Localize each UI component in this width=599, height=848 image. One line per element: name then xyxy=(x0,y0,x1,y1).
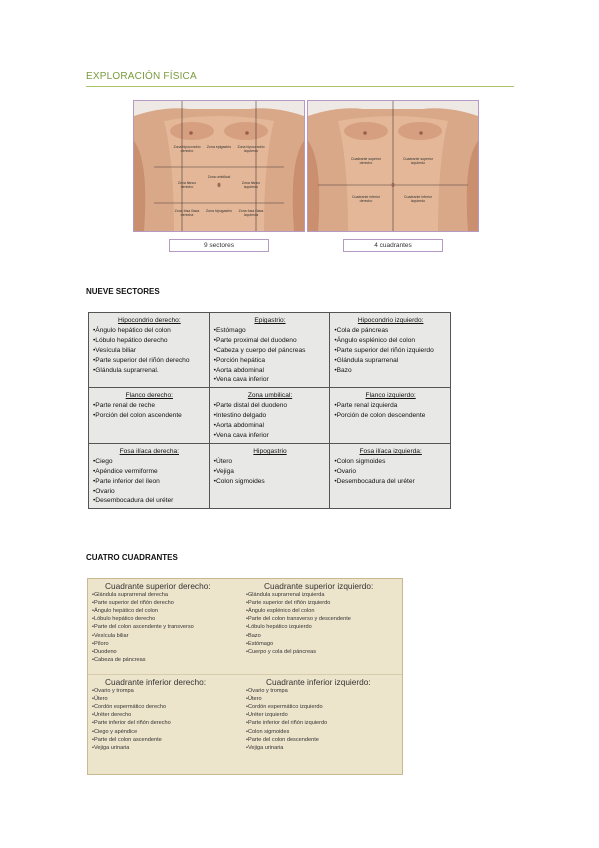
quadrant-item: •Ovario y trompa xyxy=(92,688,134,695)
quadrant-item: •Duodeno xyxy=(92,648,117,655)
quadrant-item: •Uréter izquierdo xyxy=(246,712,288,719)
quadrant-item: •Estómago xyxy=(246,640,274,647)
quadrant-item: •Parte superior del riñón izquierdo xyxy=(246,600,331,607)
sector-label: Zona umbilical xyxy=(207,175,231,179)
sector-item: •Glándula suprarrenal xyxy=(334,356,399,364)
quadrant-lower-left xyxy=(246,678,396,752)
quadrant-divider xyxy=(88,674,402,675)
four-quadrants-figure xyxy=(307,100,481,254)
sector-item: •Ciego xyxy=(93,457,113,465)
quadrant-item: •Cordón espermático derecho xyxy=(92,704,167,711)
sector-label: Zona hipocondrio izquierdo xyxy=(237,145,265,153)
sector-cell xyxy=(89,443,210,508)
quadrant-item: •Colon sigmoides xyxy=(246,728,290,735)
sector-item: •Porción hepática xyxy=(213,356,266,364)
nine-sectors-heading: NUEVE SECTORES xyxy=(86,287,160,296)
quadrant-item: •Parte del colon descendente xyxy=(246,736,319,743)
sectors-row xyxy=(89,388,451,444)
quadrant-items xyxy=(92,591,242,664)
sector-cell xyxy=(330,388,451,444)
sector-cell xyxy=(330,313,451,388)
sector-item: •Desembocadura del uréter xyxy=(93,497,174,505)
sector-item: •Aorta abdominal xyxy=(213,422,264,430)
sector-item: •Porción de colon descendente xyxy=(334,412,426,420)
sector-item: •Vesícula biliar xyxy=(93,346,136,354)
four-quadrants-box xyxy=(87,578,403,775)
sector-item: •Cola de páncreas xyxy=(334,326,389,334)
sectors-row xyxy=(89,443,451,508)
quadrant-item: •Glándula suprarrenal izquierda xyxy=(246,592,325,599)
sector-title: Fosa ilíaca izquierda: xyxy=(359,447,422,455)
sector-title: Flanco izquierdo: xyxy=(365,392,416,400)
quadrant-upper-left xyxy=(246,582,396,656)
quadrant-label: Cuadrante inferior izquierdo xyxy=(403,195,432,203)
quadrant-item: •Vejiga urinaria xyxy=(92,744,130,751)
sector-item: •Ángulo esplénico del colon xyxy=(334,336,416,344)
quadrant-title: Cuadrante inferior derecho: xyxy=(105,677,207,687)
sector-item: •Desembocadura del uréter xyxy=(334,477,415,485)
quadrant-item: •Uréter derecho xyxy=(92,712,132,719)
quadrant-item: •Ciego y apéndice xyxy=(92,728,138,735)
nine-sectors-caption: 9 sectores xyxy=(169,239,269,252)
title-divider xyxy=(86,86,514,87)
quadrant-item: •Ángulo hepático del colon xyxy=(92,608,159,615)
quadrant-items xyxy=(92,687,242,752)
sector-item: •Porción del colon ascendente xyxy=(93,412,182,420)
sector-item: •Glándula suprarrenal. xyxy=(93,366,159,374)
quadrant-item: •Lóbulo hepático izquierdo xyxy=(246,624,312,631)
quadrant-item: •Lóbulo hepático derecho xyxy=(92,616,156,623)
sector-item: •Lóbulo hepático derecho xyxy=(93,336,168,344)
sectors-row xyxy=(89,313,451,388)
quadrant-label: Cuadrante superior izquierdo xyxy=(403,157,433,165)
sector-title: Flanco derecho: xyxy=(125,392,173,400)
quadrant-item: •Parte superior del riñón derecho xyxy=(92,600,174,607)
sector-title: Zona umbilical: xyxy=(247,392,293,400)
quadrant-item: •Útero xyxy=(92,696,108,703)
quadrant-upper-right xyxy=(92,582,242,664)
sector-label: Zona hipogastrio xyxy=(205,209,233,213)
sector-item: •Estómago xyxy=(213,326,246,334)
sector-item: •Colon sigmoides xyxy=(213,477,265,485)
quadrant-item: •Vesícula biliar xyxy=(92,632,129,639)
sector-label: Zona fosa ilíaca derecha xyxy=(174,209,200,217)
sector-item: •Vena cava inferior xyxy=(213,376,269,384)
quadrant-item: •Útero xyxy=(246,696,262,703)
sector-title: Fosa ilíaca derecha: xyxy=(119,447,180,455)
sector-item: •Parte renal izquierda xyxy=(334,402,398,410)
four-quadrants-heading: CUATRO CUADRANTES xyxy=(86,553,178,562)
sector-item: •Intestino delgado xyxy=(213,412,267,420)
sector-item: •Cabeza y cuerpo del páncreas xyxy=(213,346,306,354)
sector-title: Hipocondrio izquierdo: xyxy=(357,317,424,324)
sector-label: Zona fosa ilíaca izquierda xyxy=(238,209,264,217)
quadrant-item: •Parte del colon transverso y descendente xyxy=(246,616,351,623)
sector-item: •Vejiga xyxy=(213,467,234,475)
quadrant-item: •Bazo xyxy=(246,632,261,639)
quadrant-item: •Parte inferior del riñón derecho xyxy=(92,720,171,727)
quadrant-title: Cuadrante superior derecho: xyxy=(105,581,211,591)
nine-sectors-table xyxy=(88,312,451,509)
quadrant-lower-right xyxy=(92,678,242,752)
sector-item: •Aorta abdominal xyxy=(213,366,264,374)
quadrant-item: •Parte del colon ascendente y transverso xyxy=(92,624,194,631)
sector-title: Epigastrio: xyxy=(254,317,286,324)
quadrant-item: •Cordón espermático izquierdo xyxy=(246,704,323,711)
sector-cell xyxy=(330,443,451,508)
quadrant-items xyxy=(246,687,396,752)
quadrant-label: Cuadrante superior derecho xyxy=(351,157,381,165)
torso-image-four-quadrants xyxy=(307,100,479,232)
sector-label: Zona epigastrio xyxy=(206,145,232,149)
quadrant-item: •Ovario y trompa xyxy=(246,688,288,695)
sector-cell xyxy=(209,443,330,508)
quadrant-item: •Glándula suprarrenal derecha xyxy=(92,592,168,599)
sector-item: •Colon sigmoides xyxy=(334,457,386,465)
sector-label: Zona flanco izquierdo xyxy=(241,181,261,189)
sector-item: •Parte renal de reche xyxy=(93,402,156,410)
quadrant-item: •Parte inferior del riñón izquierdo xyxy=(246,720,328,727)
four-quadrants-caption: 4 cuadrantes xyxy=(343,239,443,252)
quadrant-title: Cuadrante inferior izquierdo: xyxy=(266,677,371,687)
sector-cell xyxy=(209,313,330,388)
sector-title: Hipocondrio derecho: xyxy=(117,317,181,324)
sector-item: •Parte superior del riñón derecho xyxy=(93,356,190,364)
sector-item: •Ángulo hepático del colon xyxy=(93,326,171,334)
quadrant-item: •Ángulo esplénico del colon xyxy=(246,608,315,615)
sector-label: Zona flanco derecho xyxy=(177,181,197,189)
sector-item: •Parte inferior del íleon xyxy=(93,477,160,485)
sector-item: •Ovario xyxy=(334,467,357,475)
quadrant-label: Cuadrante inferior derecho xyxy=(351,195,380,203)
abdomen-figures xyxy=(133,100,482,254)
sector-cell xyxy=(89,313,210,388)
sector-label: Zona hipocondrio derecho xyxy=(173,145,201,153)
quadrant-item: •Vejiga urinaria xyxy=(246,744,284,751)
sector-item: •Parte proximal del duodeno xyxy=(213,336,297,344)
sector-item: •Parte distal del duodeno xyxy=(213,402,288,410)
page-title: EXPLORACIÓN FÍSICA xyxy=(86,71,197,82)
torso-image-nine-sectors xyxy=(133,100,305,232)
quadrant-items xyxy=(246,591,396,656)
sector-cell xyxy=(209,388,330,444)
sector-item: •Vena cava inferior xyxy=(213,431,269,439)
sector-item: •Bazo xyxy=(334,366,352,374)
sector-item: •Parte superior del riñón izquierdo xyxy=(334,346,434,354)
sector-title: Hipogastrio xyxy=(253,447,287,455)
quadrant-item: •Píloro xyxy=(92,640,109,647)
quadrant-item: •Cuerpo y cola del páncreas xyxy=(246,648,317,655)
nine-sectors-figure xyxy=(133,100,305,254)
sector-cell xyxy=(89,388,210,444)
quadrant-item: •Cabeza de páncreas xyxy=(92,656,146,663)
sector-item: •Apéndice vermiforme xyxy=(93,467,158,475)
quadrant-item: •Parte del colon ascendente xyxy=(92,736,162,743)
sector-item: •Útero xyxy=(213,457,233,465)
quadrant-title: Cuadrante superior izquierdo: xyxy=(264,581,374,591)
sector-item: •Ovario xyxy=(93,487,115,495)
